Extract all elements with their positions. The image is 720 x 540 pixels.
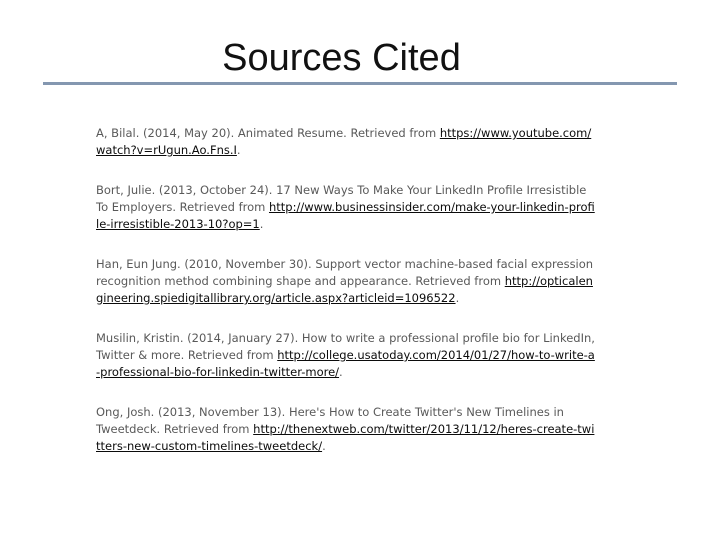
reference-citation: Bort, Julie. (2013, October 24). 17 New Ways To Make Your LinkedIn Profile Irresistible To Employers. Retrieved from [96, 183, 587, 214]
reference-link[interactable]: http://opticalengineering.spiedigitallibrary.org/article.aspx?articleid=1096522 [96, 274, 593, 305]
reference-trailing: . [455, 291, 460, 305]
reference-item [96, 125, 596, 159]
reference-item [96, 256, 596, 307]
reference-citation: A, Bilal. (2014, May 20). Animated Resume. Retrieved from [96, 126, 440, 140]
reference-link[interactable]: http://www.businessinsider.com/make-your-linkedin-profile-irresistible-2013-10?op=1 [96, 200, 595, 231]
reference-link[interactable]: http://college.usatoday.com/2014/01/27/how-to-write-a-professional-bio-for-linkedin-twitter-more/ [96, 348, 595, 379]
reference-citation: Musilin, Kristin. (2014, January 27). How to write a professional profile bio for LinkedIn, Twitter & more. Retrieved from [96, 331, 595, 362]
reference-item [96, 182, 596, 233]
reference-link[interactable]: http://thenextweb.com/twitter/2013/11/12/heres-create-twitters-new-custom-timelines-tweetdeck/ [96, 422, 595, 453]
reference-link[interactable]: https://www.youtube.com/watch?v=rUgun.Ao.Fns.I [96, 126, 592, 157]
page-title: Sources Cited [222, 37, 461, 79]
reference-citation: Han, Eun Jung. (2010, November 30). Support vector machine-based facial expression recognition method combining shape and appearance. Retrieved from [96, 257, 594, 288]
reference-list [96, 125, 596, 478]
reference-trailing: . [259, 217, 264, 231]
reference-item [96, 330, 596, 381]
reference-trailing: . [236, 143, 241, 157]
reference-trailing: . [339, 365, 343, 379]
reference-citation: Ong, Josh. (2013, November 13). Here's How to Create Twitter's New Timelines in Tweetdeck. Retrieved from [96, 405, 564, 436]
reference-item [96, 404, 596, 455]
reference-trailing: . [322, 439, 326, 453]
title-divider [43, 82, 677, 85]
